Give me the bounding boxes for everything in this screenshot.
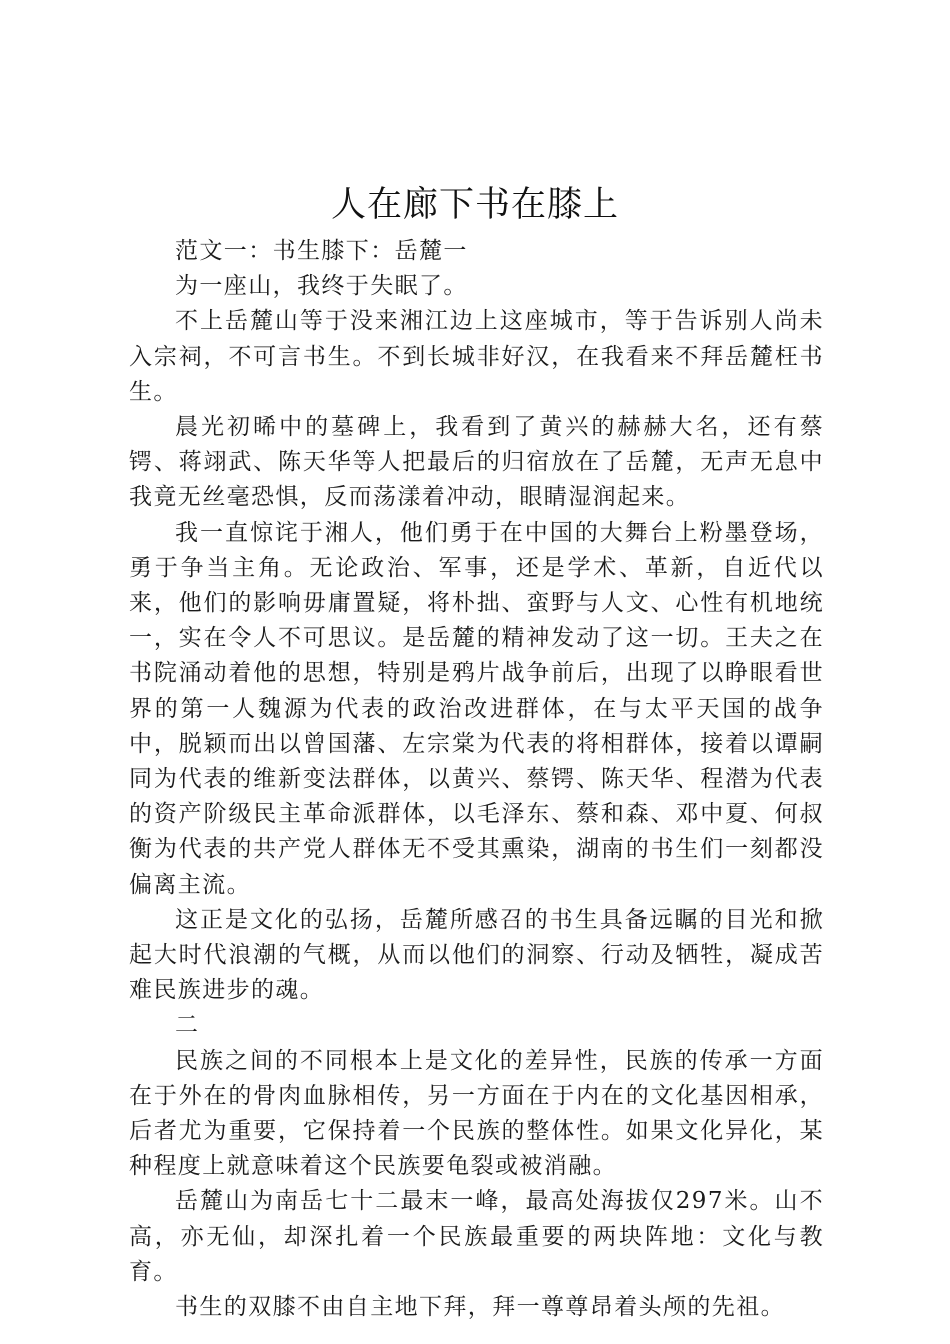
paragraph: 岳麓山为南岳七十二最末一峰，最高处海拔仅297米。山不高，亦无仙，却深扎着一个民族最重要的两块阵地：文化与教育。 bbox=[129, 1188, 824, 1285]
paragraph: 这正是文化的弘扬，岳麓所感召的书生具备远瞩的目光和掀起大时代浪潮的气概，从而以他们的洞察、行动及牺牲，凝成苦难民族进步的魂。 bbox=[129, 906, 824, 1004]
document-title: 人在廊下书在膝上 bbox=[330, 185, 619, 225]
document-body bbox=[129, 234, 824, 1325]
paragraph: 范文一：书生膝下：岳麓一 bbox=[175, 238, 468, 264]
paragraph: 我一直惊诧于湘人，他们勇于在中国的大舞台上粉墨登场，勇于争当主角。无论政治、军事，还是学术、革新，自近代以来，他们的影响毋庸置疑，将朴拙、蛮野与人文、心性有机地统一，实在令人不可思议。是岳麓的精神发动了这一切。王夫之在书院涌动着他的思想，特别是鸦片战争前后，出现了以睁眼看世界的第一人魏源为代表的政治改进群体，在与太平天国的战争中，脱颖而出以曾国藩、左宗棠为代表的将相群体，接着以谭嗣同为代表的维新变法群体，以黄兴、蔡锷、陈天华、程潜为代表的资产阶级民主革命派群体，以毛泽东、蔡和森、邓中夏、何叔衡为代表的共产党人群体无不受其熏染，湖南的书生们一刻都没偏离主流。 bbox=[129, 519, 824, 898]
paragraph: 晨光初晞中的墓碑上，我看到了黄兴的赫赫大名，还有蔡锷、蒋翊武、陈天华等人把最后的归宿放在了岳麓，无声无息中我竟无丝毫恐惧，反而荡漾着冲动，眼睛湿润起来。 bbox=[129, 414, 824, 511]
paragraph: 民族之间的不同根本上是文化的差异性，民族的传承一方面在于外在的骨肉血脉相传，另一方面在于内在的文化基因相承，后者尤为重要，它保持着一个民族的整体性。如果文化异化，某种程度上就意味着这个民族要龟裂或被消融。 bbox=[129, 1047, 824, 1180]
paragraph: 为一座山，我终于失眠了。 bbox=[175, 273, 468, 300]
section-number: 二 bbox=[175, 1012, 200, 1039]
paragraph: 书生的双膝不由自主地下拜，拜一尊尊昂着头颅的先祖。 bbox=[175, 1294, 785, 1321]
paragraph: 不上岳麓山等于没来湘江边上这座城市，等于告诉别人尚未入宗祠，不可言书生。不到长城非好汉，在我看来不拜岳麓枉书生。 bbox=[129, 308, 824, 405]
